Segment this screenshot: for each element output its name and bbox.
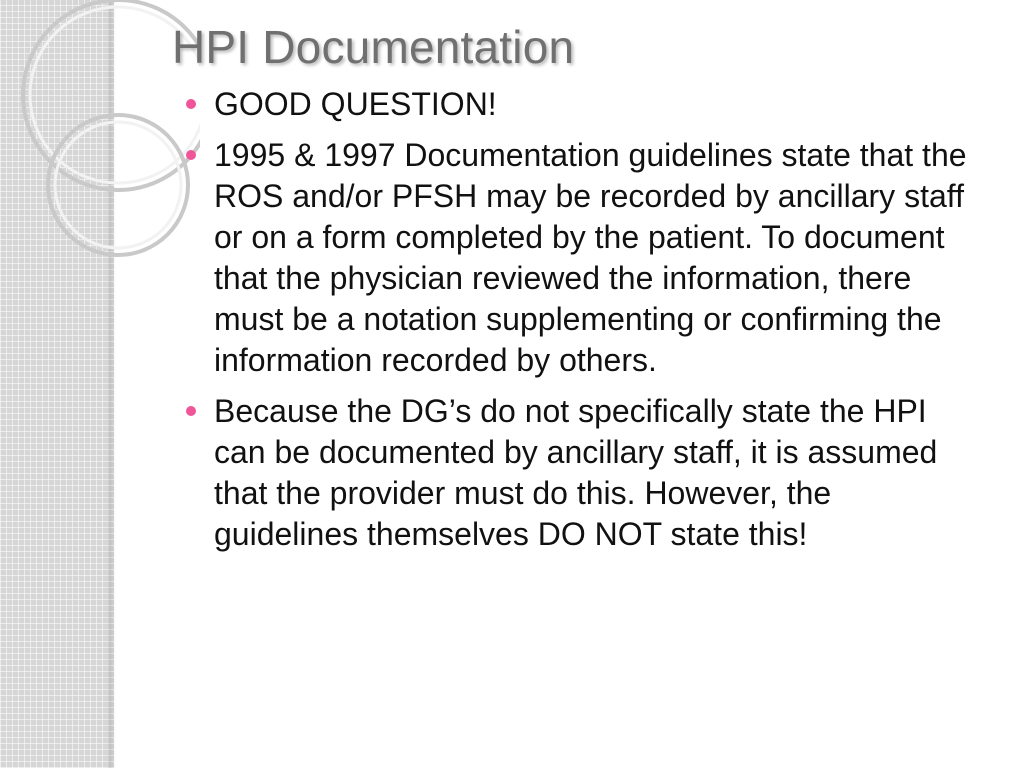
bullet-text: Because the DG’s do not specifically state the HPI can be documented by ancillary staff, it is assumed that the provider must do this. However, the guidelines themselves DO NOT state this! bbox=[214, 393, 938, 552]
bullet-dot-icon bbox=[186, 99, 196, 109]
slide-title: HPI Documentation bbox=[172, 21, 575, 73]
bullet-list bbox=[184, 84, 984, 565]
bullet-text: GOOD QUESTION! bbox=[214, 86, 497, 122]
bullet-item bbox=[184, 84, 984, 125]
bullet-dot-icon bbox=[186, 150, 196, 160]
bullet-item bbox=[184, 135, 984, 381]
bullet-text: 1995 & 1997 Documentation guidelines state that the ROS and/or PFSH may be recorded by ancillary staff or on a form completed by the patient. To document that the physician reviewed the information, there must be a notation supplementing or confirming the information recorded by others. bbox=[214, 137, 967, 378]
bullet-item bbox=[184, 391, 984, 555]
decorative-rings bbox=[0, 0, 200, 320]
bullet-dot-icon bbox=[186, 406, 196, 416]
